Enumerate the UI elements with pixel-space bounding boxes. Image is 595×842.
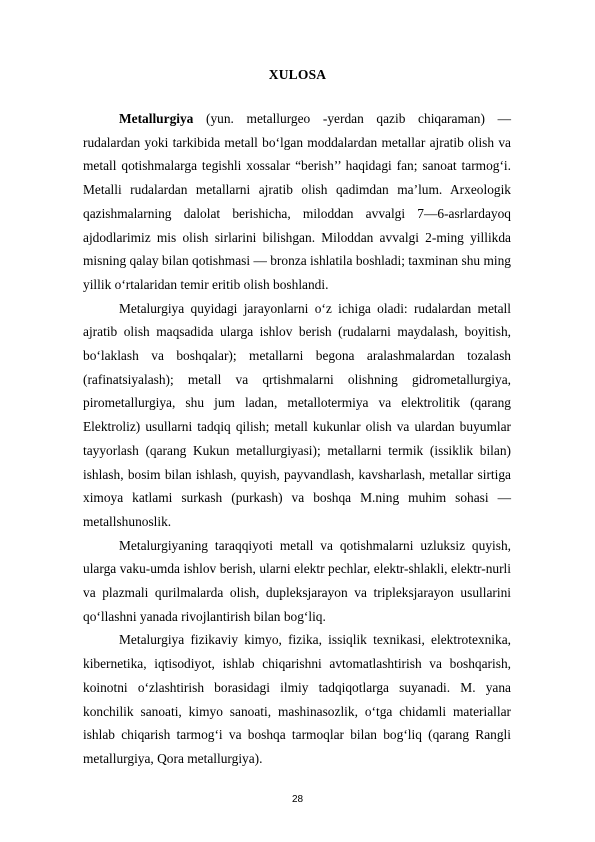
paragraph-1-text: (yun. metallurgeo -yerdan qazib chiqaraman) — rudalardan yoki tarkibida metall boʻlgan moddalardan metallar ajratib olish va metall qotishmalarga tegishli xossalar “berish’’ haqidagi fan; sanoat tarmogʻi. Metalli rudalardan metallarni ajratib olish qadimdan maʼlum. Arxeologik qazishmalarning dalolat berishicha, miloddan avvalgi 7—6-asrlardayoq ajdodlarimiz mis olish sirlarini bilishgan. Miloddan avvalgi 2-ming yillikda misning qalay bilan qotishmasi — bronza ishlatila boshladi; taxminan shu ming yillik oʻrtalaridan temir eritib olish boshlandi. (83, 111, 511, 292)
page-title: XULOSA (268, 67, 327, 82)
paragraph-4 (83, 628, 511, 770)
paragraph-1 (83, 107, 511, 297)
paragraph-3-text: Metalurgiyaning taraqqiyoti metall va qotishmalarni uzluksiz quyish, ularga vaku-umda ishlov berish, ularni elektr pechlar, elektr-shlakli, elektr-nurli va plazmali qurilmalarda olish, dupleksjarayon va tripleksjarayon usullarini qoʻllashni yanada rivojlantirish bilan bogʻliq. (83, 537, 511, 624)
paragraph-3 (83, 534, 511, 629)
paragraph-2-text: Metalurgiya quyidagi jarayonlarni oʻz ichiga oladi: rudalardan metall ajratib olish maqsadida ularga ishlov berish (rudalarni maydalash, boyitish, boʻlaklash va boshqalar); metallarni begona aralashmalardan tozalash (rafinatsiyalash); metall va qrtishmalarni olishning gidrometallurgiya, pirometallurgiya, shu jum ladan, metallotermiya va elektrolitik (qarang Elektroliz) usullarni tadqiq qilish; metall kukunlar olish va ulardan buyumlar tayyorlash (qarang Kukun metallurgiyasi); metallarni termik (issiklik bilan) ishlash, bosim bilan ishlash, quyish, payvandlash, kavsharlash, metallar sirtiga ximoya katlami surkash (purkash) va boshqa M.ning muhim sohasi — metallshunoslik. (83, 300, 511, 529)
paragraph-4-text: Metalurgiya fizikaviy kimyo, fizika, issiqlik texnikasi, elektrotexnika, kibernetika, iqtisodiyot, ishlab chiqarishni avtomatlashtirish va boshqarish, koinotni oʻzlashtirish borasidagi ilmiy tadqiqotlarga suyanadi. M. yana konchilik sanoati, kimyo sanoati, mashinasozlik, oʻtga chidamli materiallar ishlab chiqarish tarmogʻi va boshqa tarmoqlar bilan bogʻliq (qarang Rangli metallurgiya, Qora metallurgiya). (83, 632, 511, 766)
body-text (83, 107, 511, 771)
page-number: 28 (291, 794, 304, 805)
paragraph-2 (83, 297, 511, 534)
term-metallurgiya: Metallurgiya (119, 111, 194, 126)
